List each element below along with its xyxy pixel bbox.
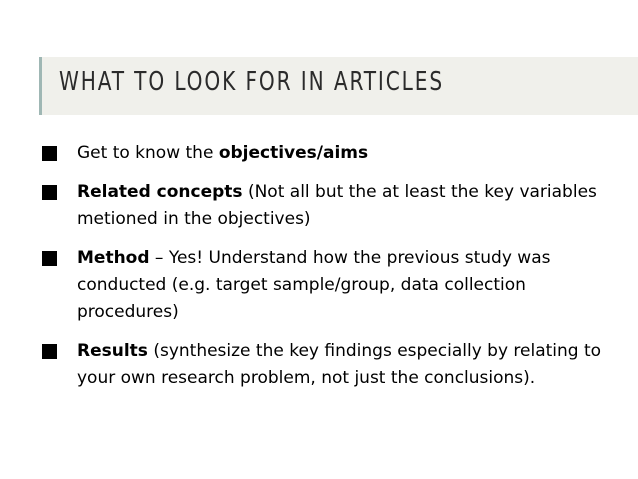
list-item: [42, 245, 602, 326]
bullet-text-bold: Results: [77, 341, 148, 361]
square-bullet-icon: [42, 185, 57, 200]
bullet-text-part: (Not all but the at least the key variables metioned in the objectives): [77, 182, 597, 229]
list-item: [42, 140, 602, 167]
list-item: [42, 338, 602, 392]
bullet-text-part: (synthesize the key findings especially by relating to your own research problem, not just the conclusions).: [77, 341, 602, 388]
bullet-text-bold: Method: [77, 248, 150, 268]
bullet-text-bold: Related concepts: [77, 182, 243, 202]
square-bullet-icon: [42, 146, 57, 161]
bullet-text: [77, 341, 601, 388]
square-bullet-icon: [42, 344, 57, 359]
bullet-list: [42, 140, 602, 404]
title-band: [0, 0, 638, 115]
bullet-text: [77, 143, 368, 163]
bullet-text-part: – Yes! Understand how the previous study was conducted (e.g. target sample/group, data collection procedures): [77, 248, 551, 322]
square-bullet-icon: [42, 251, 57, 266]
slide-title: WHAT TO LOOK FOR IN ARTICLES: [59, 67, 445, 97]
bullet-text-bold: objectives/aims: [218, 143, 369, 163]
bullet-text: [77, 182, 597, 229]
title-accent-line: [39, 57, 42, 115]
bullet-text-part: Get to know the: [77, 143, 219, 163]
list-item: [42, 179, 602, 233]
bullet-text: [77, 248, 550, 322]
